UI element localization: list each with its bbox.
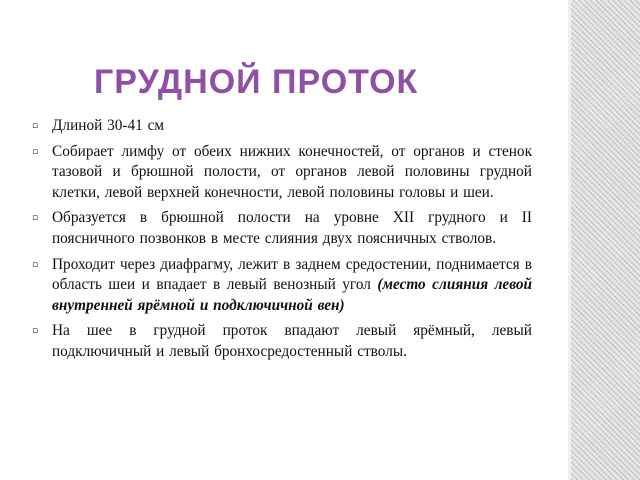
bullet-item xyxy=(30,321,532,362)
bullet-text: Собирает лимфу от обеих нижних конечностей, от органов и стенок тазовой и брюшной полости, от органов левой половины грудной клетки, левой верхней конечности, левой половины головы и шеи. xyxy=(52,142,532,201)
bullet-text: На шее в грудной проток впадают левый ярёмный, левый подключичный и левый бронхосредостенный стволы. xyxy=(52,322,532,360)
square-bullet-icon: ▫ xyxy=(32,326,39,337)
bullet-text: Проходит через диафрагму, лежит в заднем средостении, поднимается в область шеи и впадает в левый венозный угол xyxy=(52,255,532,294)
bullet-text: Образуется в брюшной полости на уровне XII грудного и II поясничного позвонков в месте слияния двух поясничных стволов. xyxy=(52,209,532,247)
decorative-side-strip xyxy=(568,0,640,480)
bullet-text-with-emphasis xyxy=(52,255,532,317)
square-bullet-icon: ▫ xyxy=(32,213,39,224)
slide-title: ГРУДНОЙ ПРОТОК xyxy=(94,63,419,101)
bullet-item xyxy=(30,142,532,204)
square-bullet-icon: ▫ xyxy=(32,146,39,157)
square-bullet-icon: ▫ xyxy=(32,121,39,131)
square-bullet-icon: ▫ xyxy=(32,259,39,270)
bullet-text: Длиной 30-41 см xyxy=(52,117,165,134)
side-strip-edge xyxy=(568,0,571,480)
bullet-list xyxy=(30,116,532,368)
bullet-item xyxy=(30,116,532,137)
bullet-emphasis: (место слияния левой внутренней ярёмной и подключичной вен) xyxy=(52,276,533,314)
bullet-item xyxy=(30,255,532,317)
bullet-item xyxy=(30,208,532,249)
